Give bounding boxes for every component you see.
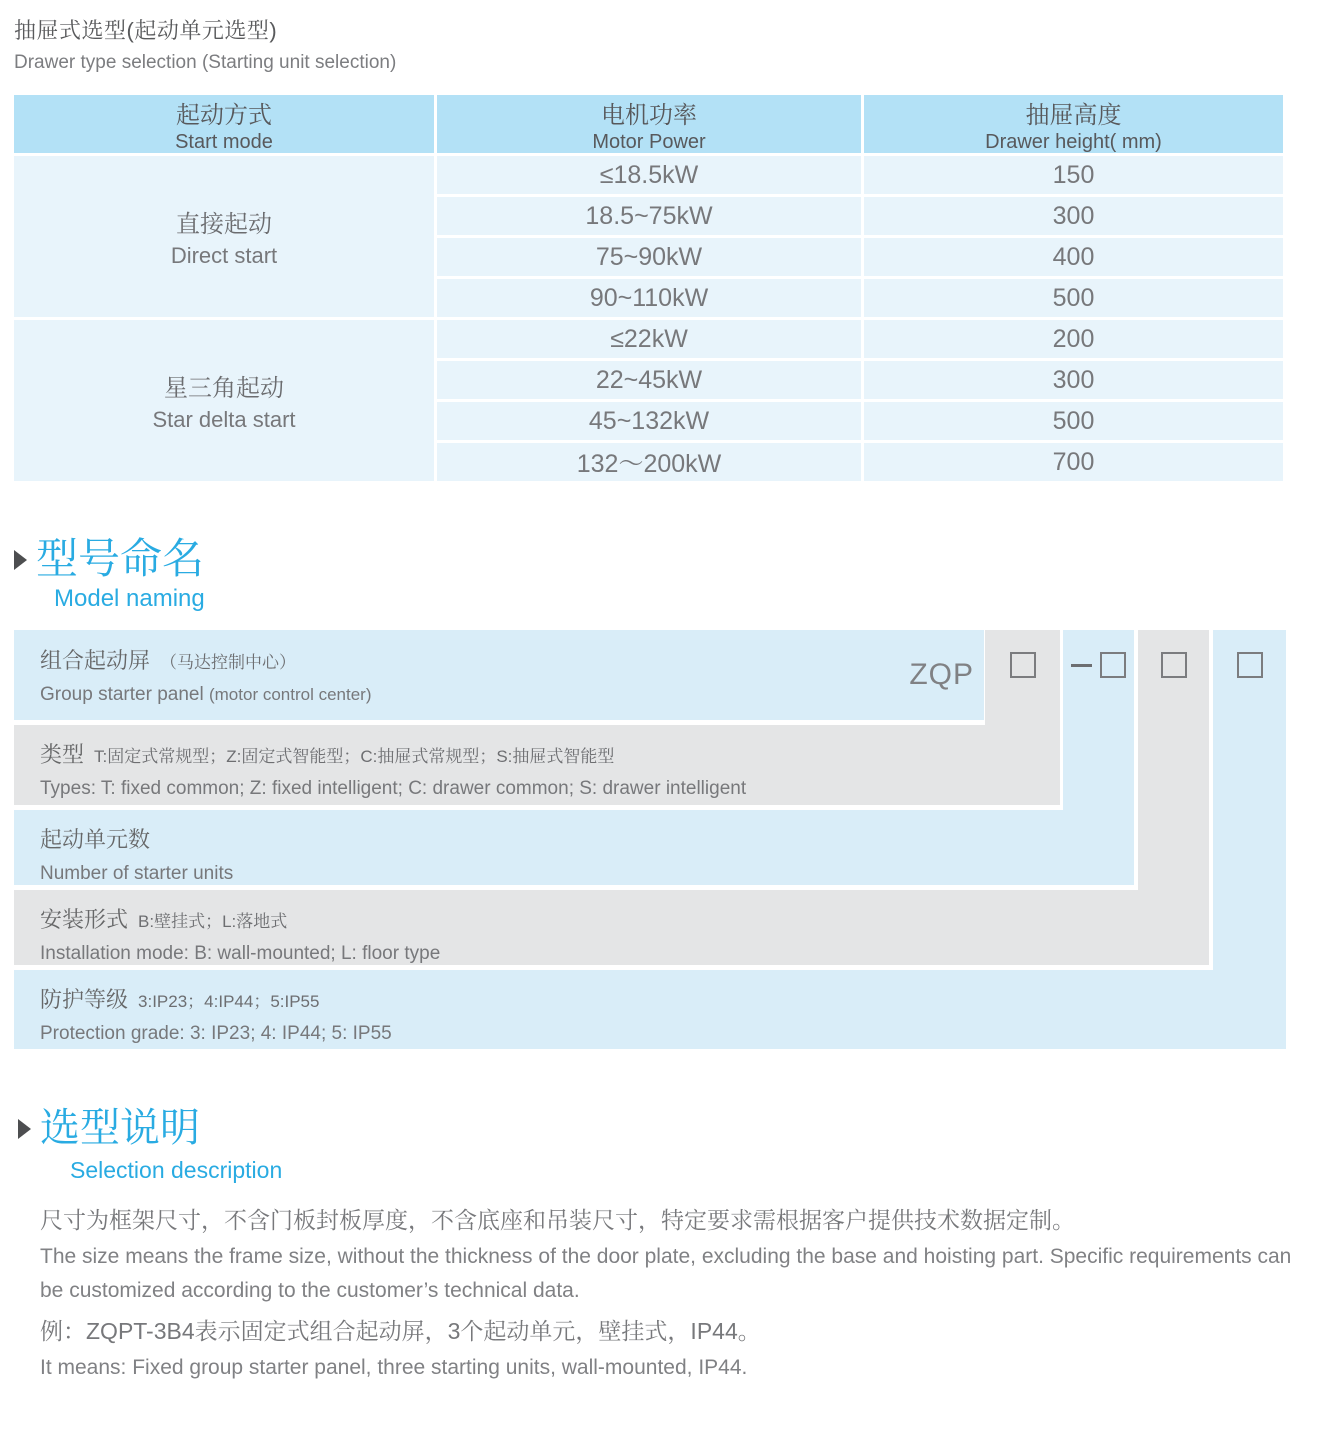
drawer-height-value: 500 (1052, 283, 1095, 312)
column-header-zh: 抽屉高度 (1025, 101, 1122, 129)
description-example-en: It means: Fixed group starter panel, three starting units, wall-mounted, IP44. (40, 1356, 748, 1380)
naming-row-type (14, 725, 1060, 805)
motor-power-cell (437, 320, 861, 358)
drawer-height-value: 150 (1052, 160, 1095, 189)
start-mode-cell-direct (14, 156, 434, 317)
naming-note-zh: （马达控制中心） (160, 653, 297, 673)
drawer-height-value: 300 (1052, 365, 1095, 394)
start-mode-zh: 直接起动 (176, 211, 272, 238)
column-header-en: Motor Power (592, 130, 706, 153)
column-header-zh: 电机功率 (601, 101, 697, 129)
model-prefix: ZQP (909, 658, 974, 692)
dash-icon (1071, 664, 1092, 667)
selection-description-section (14, 1107, 1322, 1385)
drawer-height-cell (864, 279, 1283, 317)
naming-row-zh (40, 903, 1209, 934)
naming-row-en: Installation mode: B: wall-mounted; L: floor type (40, 943, 441, 965)
motor-power-value: ≤18.5kW (599, 160, 699, 189)
motor-power-cell (437, 443, 861, 481)
code-box-icon (1237, 652, 1263, 678)
naming-note-zh: 3:IP23；4:IP44；5:IP55 (138, 992, 320, 1012)
drawer-height-value: 500 (1052, 406, 1095, 435)
naming-label-zh: 类型 (40, 742, 85, 768)
model-naming-diagram (14, 630, 1286, 1049)
motor-power-value: 18.5~75kW (585, 201, 713, 230)
naming-row-starter-units (14, 810, 1134, 885)
motor-power-value: 22~45kW (595, 365, 703, 394)
naming-label-zh: 组合起动屏 (40, 648, 151, 674)
description-text-block (40, 1206, 1298, 1385)
motor-power-value: ≤22kW (610, 324, 688, 353)
naming-row-zh: 起动单元数 (40, 827, 151, 853)
naming-note-zh: B:壁挂式；L:落地式 (138, 912, 288, 932)
triangle-bullet-icon (14, 550, 27, 570)
column-header-drawer-height (864, 95, 1283, 153)
drawer-height-cell (864, 238, 1283, 276)
description-line-en: The size means the frame size, without the thickness of the door plate, excluding the base and hoisting part. Specific requirements can be customized according to the customer’s technical data. (40, 1244, 1292, 1302)
motor-power-cell (437, 238, 861, 276)
drawer-height-cell (864, 197, 1283, 235)
naming-row-installation-mode (14, 890, 1209, 965)
naming-row-group-starter-panel (14, 630, 984, 720)
motor-power-value: 90~110kW (589, 283, 709, 312)
drawer-height-value: 700 (1052, 447, 1095, 476)
motor-power-cell (437, 361, 861, 399)
motor-power-value: 132～200kW (576, 450, 722, 478)
column-header-zh: 起动方式 (176, 101, 272, 129)
naming-row-en: Protection grade: 3: IP23; 4: IP44; 5: IP55 (40, 1023, 392, 1045)
drawer-height-cell (864, 156, 1283, 194)
drawer-selection-table (14, 95, 1283, 481)
drawer-height-value: 400 (1052, 242, 1095, 271)
code-slot (1063, 652, 1134, 678)
column-header-motor-power (437, 95, 861, 153)
code-column-type (985, 630, 1060, 805)
motor-power-cell (437, 156, 861, 194)
drawer-height-cell (864, 361, 1283, 399)
drawer-height-value: 200 (1052, 324, 1095, 353)
column-header-en: Drawer height( mm) (985, 130, 1162, 153)
triangle-bullet-icon (18, 1119, 31, 1139)
naming-row-en (40, 684, 371, 706)
code-column-installation-mode (1138, 630, 1209, 965)
naming-row-zh (40, 738, 1060, 769)
section-title-zh: 型号命名 (36, 535, 205, 582)
column-header-start-mode (14, 95, 434, 153)
drawer-height-cell (864, 443, 1283, 481)
code-column-starter-units (1063, 630, 1134, 885)
start-mode-en: Direct start (170, 243, 278, 268)
page-title-zh: 抽屉式选型(起动单元选型) (14, 18, 278, 43)
start-mode-en: Star delta start (152, 407, 296, 432)
code-slot (1213, 652, 1286, 678)
selection-description-heading (14, 1107, 1322, 1149)
model-naming-section (14, 537, 1322, 1049)
naming-row-en: Number of starter units (40, 863, 234, 885)
drawer-height-value: 300 (1052, 201, 1095, 230)
motor-power-cell (437, 197, 861, 235)
code-column-protection-grade (1213, 630, 1286, 1049)
start-mode-cell-star-delta (14, 320, 434, 481)
model-naming-heading (14, 537, 1322, 581)
naming-row-protection-grade (14, 970, 1286, 1049)
column-header-en: Start mode (175, 130, 273, 153)
drawer-height-cell (864, 402, 1283, 440)
code-box-icon (1100, 652, 1126, 678)
code-box-icon (1010, 652, 1036, 678)
naming-label-zh: 安装形式 (40, 907, 129, 933)
naming-note-zh: T:固定式常规型；Z:固定式智能型；C:抽屉式常规型；S:抽屉式智能型 (94, 747, 615, 767)
naming-row-zh (40, 644, 371, 675)
description-example-zh: 例：ZQPT-3B4表示固定式组合起动屏，3个起动单元，壁挂式，IP44。 (40, 1318, 761, 1345)
code-slot (985, 652, 1060, 678)
motor-power-cell (437, 279, 861, 317)
section-title-en: Selection description (70, 1157, 283, 1184)
code-slot (1138, 652, 1209, 678)
naming-row-text (40, 644, 371, 706)
naming-row-zh (40, 983, 1286, 1014)
naming-row-en: Types: T: fixed common; Z: fixed intelligent; C: drawer common; S: drawer intelligent (40, 778, 747, 800)
naming-label-zh: 防护等级 (40, 987, 129, 1013)
section-title-en: Model naming (54, 585, 205, 613)
page-title-en: Drawer type selection (Starting unit selection) (14, 52, 397, 73)
code-box-icon (1161, 652, 1187, 678)
drawer-height-cell (864, 320, 1283, 358)
motor-power-cell (437, 402, 861, 440)
section-title-zh: 选型说明 (40, 1106, 200, 1151)
motor-power-value: 75~90kW (595, 242, 703, 271)
motor-power-value: 45~132kW (588, 406, 710, 435)
start-mode-zh: 星三角起动 (164, 375, 284, 402)
naming-label-en: Group starter panel (40, 684, 204, 706)
description-line-zh: 尺寸为框架尺寸，不含门板封板厚度，不含底座和吊装尺寸，特定要求需根据客户提供技术数据定制。 (40, 1207, 1075, 1234)
naming-note-en: (motor control center) (208, 685, 372, 705)
